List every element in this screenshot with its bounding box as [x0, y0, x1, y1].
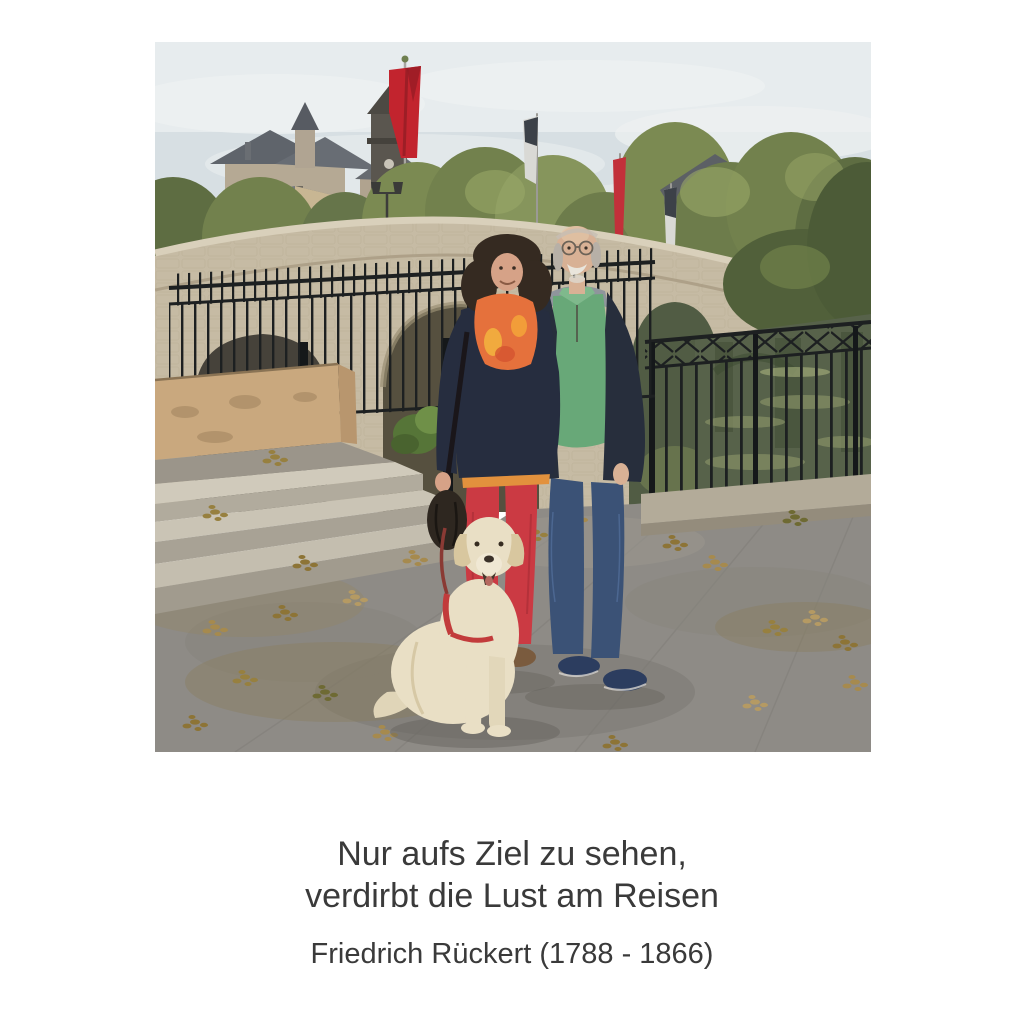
dog-nose [484, 556, 494, 563]
iron-fence-right [641, 322, 871, 536]
caption [0, 833, 1024, 971]
travel-photo [155, 42, 871, 752]
quote-line-2: verdirbt die Lust am Reisen [305, 877, 719, 915]
dog-tongue [485, 576, 493, 586]
man-hand [613, 463, 629, 485]
woman-hand [435, 472, 451, 492]
quote-attribution: Friedrich Rückert (1788 - 1866) [310, 938, 714, 970]
quote-line-1: Nur aufs Ziel zu sehen, [337, 835, 687, 873]
woman-face [491, 253, 523, 291]
quote-text [0, 833, 1024, 917]
man-polo-shirt [553, 294, 609, 448]
photo-illustration [155, 42, 871, 752]
